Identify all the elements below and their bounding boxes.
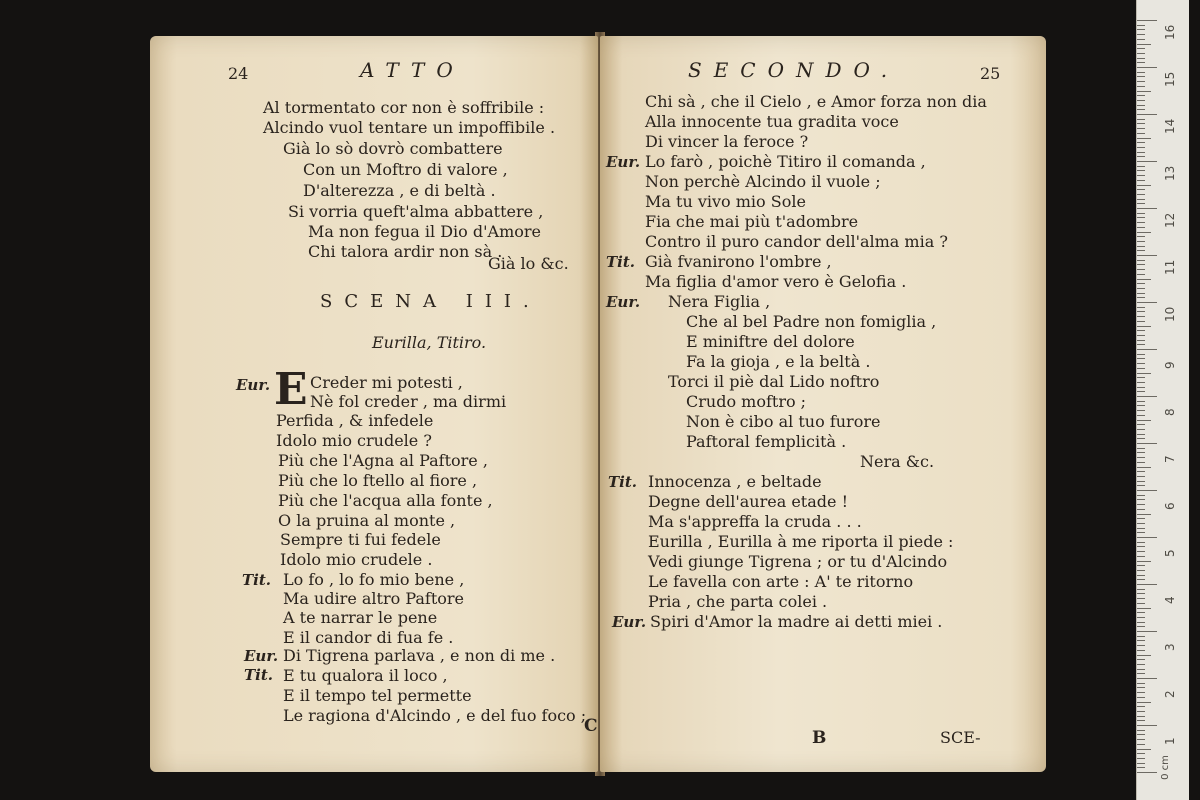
ruler-tick	[1137, 185, 1151, 186]
ruler-tick	[1137, 44, 1151, 45]
ruler-tick	[1137, 264, 1145, 265]
ruler-tick	[1137, 772, 1157, 773]
ruler-tick	[1137, 368, 1145, 369]
ruler-tick	[1137, 631, 1157, 632]
ruler-tick	[1137, 753, 1145, 754]
ruler-tick	[1137, 161, 1157, 162]
ruler-tick	[1137, 702, 1151, 703]
speaker-label: Eur.	[244, 647, 279, 665]
ruler-number: 5	[1163, 549, 1177, 557]
verse-line: E il tempo tel permette	[283, 686, 472, 705]
ruler-tick	[1137, 119, 1145, 120]
ruler-tick	[1137, 542, 1145, 543]
ruler-tick	[1137, 208, 1157, 209]
ruler-tick	[1137, 575, 1145, 576]
ruler-tick	[1137, 250, 1145, 251]
ruler-tick	[1137, 593, 1145, 594]
speaker-label: Eur.	[236, 376, 271, 394]
verse-line: Nera Figlia ,	[668, 292, 771, 311]
verse-line: Sempre ti fui fedele	[280, 530, 441, 549]
ruler-number: 7	[1163, 455, 1177, 463]
verse-line: Paftoral femplicità .	[686, 432, 847, 451]
ruler-tick	[1137, 659, 1145, 660]
ruler-tick	[1137, 730, 1145, 731]
ruler-tick	[1137, 565, 1145, 566]
ruler-tick	[1137, 495, 1145, 496]
ruler-tick	[1137, 655, 1151, 656]
ruler-number: 14	[1163, 118, 1177, 134]
signature-mark: C	[584, 716, 598, 736]
verse-line: Contro il puro candor dell'alma mia ?	[645, 232, 948, 251]
verse-line: Idolo mio crudele ?	[276, 431, 432, 450]
verse-line: Più che l'Agna al Paftore ,	[278, 451, 488, 470]
running-head: SECONDO.	[688, 58, 900, 82]
ruler-tick	[1137, 504, 1145, 505]
ruler-tick	[1137, 448, 1145, 449]
ruler-tick	[1137, 316, 1145, 317]
ruler-tick	[1137, 387, 1145, 388]
ruler-tick	[1137, 133, 1145, 134]
ruler-tick	[1137, 711, 1145, 712]
verse-line: Chi sà , che il Cielo , e Amor forza non dia	[645, 92, 987, 111]
verse-line: Le ragiona d'Alcindo , e del fuo foco ;	[283, 706, 587, 725]
verse-line: Già fvanirono l'ombre ,	[645, 252, 832, 271]
ruler-tick	[1137, 260, 1145, 261]
ruler-tick	[1137, 720, 1145, 721]
ruler-tick	[1137, 105, 1145, 106]
verse-line: Innocenza , e beltade	[648, 472, 822, 491]
ruler-tick	[1137, 279, 1151, 280]
verse-line: Le favella con arte : A' te ritorno	[648, 572, 914, 591]
ruler-tick	[1137, 39, 1145, 40]
speaker-label: Tit.	[244, 666, 274, 684]
verse-line: Eurilla , Eurilla à me riporta il piede :	[648, 532, 954, 551]
ruler-tick	[1137, 349, 1157, 350]
ruler-tick	[1137, 246, 1145, 247]
ruler-tick	[1137, 443, 1157, 444]
ruler-tick	[1137, 340, 1145, 341]
verse-line: Ma figlia d'amor vero è Gelofia .	[645, 272, 907, 291]
ruler-tick	[1137, 114, 1157, 115]
ruler-tick	[1137, 128, 1145, 129]
verse-line: Spiri d'Amor la madre ai detti miei .	[650, 612, 943, 631]
ruler-tick	[1137, 391, 1145, 392]
ruler-tick	[1137, 622, 1145, 623]
ruler-tick	[1137, 598, 1145, 599]
verse-line: Alcindo vuol tentare un impoffibile .	[263, 118, 556, 137]
ruler-tick	[1137, 109, 1145, 110]
ruler-tick	[1137, 415, 1145, 416]
ruler-tick	[1137, 100, 1145, 101]
ruler-tick	[1137, 584, 1157, 585]
ruler-tick	[1137, 138, 1151, 139]
ruler-tick	[1137, 664, 1145, 665]
ruler-tick	[1137, 401, 1145, 402]
ruler-tick	[1137, 405, 1145, 406]
ruler-tick	[1137, 274, 1145, 275]
ruler-tick	[1137, 29, 1145, 30]
ruler-tick	[1137, 199, 1145, 200]
verse-line: Già lo &c.	[488, 254, 569, 273]
page-number: 24	[228, 64, 249, 83]
ruler-number: 15	[1163, 71, 1177, 87]
ruler-tick	[1137, 523, 1145, 524]
verse-line: Con un Moftro di valore ,	[303, 160, 508, 179]
ruler-tick	[1137, 476, 1145, 477]
verse-line: Vedi giunge Tigrena ; or tu d'Alcindo	[648, 552, 948, 571]
ruler-tick	[1137, 189, 1145, 190]
ruler-tick	[1137, 123, 1145, 124]
page-number: 25	[980, 64, 1001, 83]
ruler-tick	[1137, 561, 1151, 562]
ruler-number: 9	[1163, 361, 1177, 369]
ruler-tick	[1137, 692, 1145, 693]
ruler-tick	[1137, 734, 1145, 735]
ruler-tick	[1137, 194, 1145, 195]
ruler-tick	[1137, 236, 1145, 237]
ruler-tick	[1137, 382, 1145, 383]
ruler-number: 4	[1163, 596, 1177, 604]
verse-line: E tu qualora il loco ,	[283, 666, 448, 685]
ruler-tick	[1137, 72, 1145, 73]
verse-line: Alla innocente tua gradita voce	[645, 112, 899, 131]
verse-line: Nè fol creder , ma dirmi	[310, 392, 507, 411]
ruler-tick	[1137, 358, 1145, 359]
catchword: SCE-	[940, 728, 981, 747]
verse-line: Idolo mio crudele .	[280, 550, 433, 569]
verse-line: Nera &c.	[860, 452, 935, 471]
speaker-label: Eur.	[606, 293, 641, 311]
ruler-tick	[1137, 76, 1145, 77]
verse-line: Di vincer la feroce ?	[645, 132, 809, 151]
running-head: ATTO	[360, 58, 465, 82]
ruler-tick	[1137, 485, 1145, 486]
verse-line: Pria , che parta colei .	[648, 592, 828, 611]
verse-line: Torci il piè dal Lido noftro	[668, 372, 880, 391]
left-page	[150, 36, 598, 772]
ruler-tick	[1137, 326, 1151, 327]
ruler-tick	[1137, 255, 1157, 256]
verse-line: Fa la gioja , e la beltà .	[686, 352, 871, 371]
ruler-number: 10	[1163, 306, 1177, 322]
ruler-tick	[1137, 377, 1145, 378]
ruler-tick	[1137, 363, 1145, 364]
verse-line: O la pruina al monte ,	[278, 511, 456, 530]
ruler-tick	[1137, 471, 1145, 472]
scene-characters: Eurilla, Titiro.	[372, 333, 487, 352]
verse-line: Fia che mai più t'adombre	[645, 212, 859, 231]
ruler-tick	[1137, 335, 1145, 336]
ruler-number: 1	[1163, 737, 1177, 745]
ruler-tick	[1137, 232, 1151, 233]
verse-line: Non perchè Alcindo il vuole ;	[645, 172, 881, 191]
ruler-tick	[1137, 650, 1145, 651]
verse-line: A te narrar le pene	[283, 608, 438, 627]
verse-line: Creder mi potesti ,	[310, 373, 463, 392]
verse-line: Ma tu vivo mio Sole	[645, 192, 806, 211]
ruler-tick	[1137, 58, 1145, 59]
ruler-tick	[1137, 86, 1145, 87]
ruler-tick	[1137, 420, 1151, 421]
ruler-number: 11	[1163, 259, 1177, 275]
ruler-tick	[1137, 48, 1145, 49]
ruler-tick	[1137, 528, 1145, 529]
ruler-tick	[1137, 410, 1145, 411]
ruler-tick	[1137, 697, 1145, 698]
speaker-label: Tit.	[242, 571, 272, 589]
speaker-label: Eur.	[612, 613, 647, 631]
verse-line: Perfida , & infedele	[276, 411, 434, 430]
ruler-tick	[1137, 156, 1145, 157]
ruler-tick	[1137, 514, 1151, 515]
verse-line: E il candor di fua fe .	[283, 628, 454, 647]
ruler-tick	[1137, 180, 1145, 181]
ruler-tick	[1137, 25, 1145, 26]
ruler-tick	[1137, 626, 1145, 627]
verse-line: Già lo sò dovrò combattere	[283, 139, 503, 158]
verse-line: Ma s'appreffa la cruda . . .	[648, 512, 862, 531]
ruler-tick	[1137, 53, 1145, 54]
verse-line: Crudo moftro ;	[686, 392, 807, 411]
ruler-number: 2	[1163, 690, 1177, 698]
ruler-tick	[1137, 424, 1145, 425]
ruler-tick	[1137, 749, 1151, 750]
ruler-tick	[1137, 481, 1145, 482]
verse-line: Più che lo ftello al fiore ,	[278, 471, 478, 490]
measuring-ruler	[1136, 0, 1189, 800]
ruler-tick	[1137, 683, 1145, 684]
ruler-tick	[1137, 293, 1145, 294]
drop-cap: E	[274, 364, 308, 415]
verse-line: D'alterezza , e di beltà .	[303, 181, 496, 200]
ruler-tick	[1137, 62, 1145, 63]
signature-mark: B	[812, 728, 827, 748]
verse-line: Degne dell'aurea etade !	[648, 492, 848, 511]
ruler-number: 6	[1163, 502, 1177, 510]
ruler-tick	[1137, 509, 1145, 510]
ruler-tick	[1137, 438, 1145, 439]
ruler-tick	[1137, 608, 1151, 609]
ruler-tick	[1137, 678, 1157, 679]
ruler-tick	[1137, 396, 1157, 397]
ruler-unit: 0 cm	[1159, 755, 1171, 780]
ruler-tick	[1137, 175, 1145, 176]
ruler-tick	[1137, 617, 1145, 618]
verse-line: Chi talora ardir non sà .	[308, 242, 503, 261]
ruler-tick	[1137, 612, 1145, 613]
ruler-tick	[1137, 213, 1145, 214]
verse-line: Più che l'acqua alla fonte ,	[278, 491, 493, 510]
ruler-tick	[1137, 739, 1145, 740]
speaker-label: Tit.	[606, 253, 636, 271]
ruler-number: 13	[1163, 165, 1177, 181]
ruler-tick	[1137, 321, 1145, 322]
ruler-tick	[1137, 758, 1145, 759]
ruler-tick	[1137, 589, 1145, 590]
ruler-tick	[1137, 373, 1151, 374]
verse-line: E miniftre del dolore	[686, 332, 855, 351]
right-page	[600, 36, 1046, 772]
ruler-tick	[1137, 725, 1157, 726]
ruler-tick	[1137, 203, 1145, 204]
verse-line: Al tormentato cor non è soffribile :	[263, 98, 545, 117]
speaker-label: Tit.	[608, 473, 638, 491]
verse-line: Lo fo , lo fo mio bene ,	[283, 570, 465, 589]
ruler-tick	[1137, 767, 1145, 768]
ruler-tick	[1137, 142, 1145, 143]
ruler-tick	[1137, 551, 1145, 552]
ruler-tick	[1137, 640, 1145, 641]
ruler-number: 12	[1163, 212, 1177, 228]
ruler-tick	[1137, 311, 1145, 312]
ruler-tick	[1137, 81, 1145, 82]
ruler-tick	[1137, 269, 1145, 270]
ruler-tick	[1137, 706, 1145, 707]
ruler-tick	[1137, 673, 1145, 674]
ruler-tick	[1137, 288, 1145, 289]
ruler-tick	[1137, 457, 1145, 458]
open-book	[140, 28, 1060, 780]
ruler-tick	[1137, 95, 1145, 96]
ruler-tick	[1137, 241, 1145, 242]
ruler-tick	[1137, 20, 1157, 21]
ruler-tick	[1137, 330, 1145, 331]
ruler-tick	[1137, 645, 1145, 646]
verse-line: Ma udire altro Paftore	[283, 589, 465, 608]
ruler-tick	[1137, 556, 1145, 557]
verse-line: Non è cibo al tuo furore	[686, 412, 881, 431]
ruler-tick	[1137, 307, 1145, 308]
ruler-tick	[1137, 34, 1145, 35]
ruler-tick	[1137, 462, 1145, 463]
ruler-tick	[1137, 490, 1157, 491]
ruler-tick	[1137, 354, 1145, 355]
ruler-tick	[1137, 147, 1145, 148]
ruler-tick	[1137, 537, 1157, 538]
ruler-tick	[1137, 429, 1145, 430]
ruler-tick	[1137, 518, 1145, 519]
ruler-tick	[1137, 499, 1145, 500]
ruler-tick	[1137, 222, 1145, 223]
ruler-tick	[1137, 716, 1145, 717]
ruler-tick	[1137, 227, 1145, 228]
verse-line: Che al bel Padre non fomiglia ,	[686, 312, 937, 331]
ruler-tick	[1137, 283, 1145, 284]
ruler-tick	[1137, 744, 1145, 745]
ruler-tick	[1137, 297, 1145, 298]
ruler-number: 8	[1163, 408, 1177, 416]
ruler-tick	[1137, 546, 1145, 547]
ruler-tick	[1137, 532, 1145, 533]
ruler-number: 3	[1163, 643, 1177, 651]
verse-line: Lo farò , poichè Titiro il comanda ,	[645, 152, 926, 171]
ruler-tick	[1137, 763, 1145, 764]
speaker-label: Eur.	[606, 153, 641, 171]
ruler-tick	[1137, 152, 1145, 153]
ruler-tick	[1137, 302, 1157, 303]
ruler-tick	[1137, 452, 1145, 453]
ruler-tick	[1137, 170, 1145, 171]
ruler-tick	[1137, 636, 1145, 637]
ruler-tick	[1137, 434, 1145, 435]
verse-line: Ma non fegua il Dio d'Amore	[308, 222, 541, 241]
ruler-tick	[1137, 570, 1145, 571]
ruler-tick	[1137, 579, 1145, 580]
ruler-tick	[1137, 687, 1145, 688]
ruler-tick	[1137, 217, 1145, 218]
ruler-tick	[1137, 669, 1145, 670]
ruler-tick	[1137, 166, 1145, 167]
ruler-tick	[1137, 467, 1151, 468]
ruler-tick	[1137, 603, 1145, 604]
ruler-number: 16	[1163, 24, 1177, 40]
ruler-tick	[1137, 91, 1151, 92]
scene-title: SCENA III.	[320, 291, 541, 312]
verse-line: Di Tigrena parlava , e non di me .	[283, 646, 556, 665]
ruler-tick	[1137, 67, 1157, 68]
verse-line: Si vorria queft'alma abbattere ,	[288, 202, 544, 221]
ruler-tick	[1137, 344, 1145, 345]
